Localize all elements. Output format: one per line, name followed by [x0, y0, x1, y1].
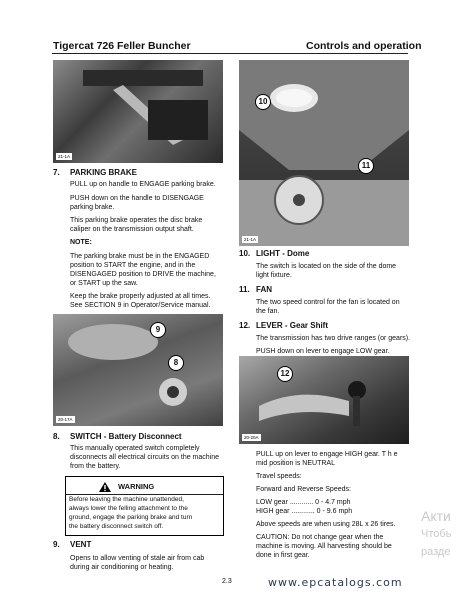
photo-battery-switch — [53, 314, 223, 426]
photo-tag: 21-1A — [244, 237, 257, 242]
text-line: Keep the brake properly adjusted at all times. — [70, 293, 211, 300]
text-line: PULL up on lever to engage HIGH gear. T h e — [256, 451, 398, 458]
warning-text: ground, engage the parking brake and turn — [69, 514, 193, 521]
callout-12: 12 — [277, 366, 293, 382]
text-line: Forward and Reverse Speeds: — [256, 486, 351, 493]
warning-text: always lower the felling attachment to the — [69, 505, 188, 512]
photo-tag: 21-1A — [58, 154, 71, 159]
section-title: Controls and operation — [306, 40, 422, 52]
text-line: PUSH down on lever to engage LOW gear. — [256, 348, 390, 355]
text-line: Opens to allow venting of stale air from cab — [70, 555, 205, 562]
warning-box — [65, 476, 224, 536]
warning-title: WARNING — [118, 482, 155, 491]
header-rule — [52, 53, 408, 54]
photo-dome-light-fan — [239, 60, 409, 246]
site-watermark: www.epcatalogs.com — [268, 576, 403, 589]
text-line: mid position is NEUTRAL — [256, 460, 335, 467]
text-line: parking brake. — [70, 204, 115, 211]
item-number: 7. — [53, 168, 60, 177]
item-number: 10. — [239, 249, 251, 258]
item-title-battery-disconnect: SWITCH - Battery Disconnect — [70, 432, 182, 441]
warning-text: the battery disconnect switch off. — [69, 523, 164, 530]
text-line: or START up the saw. — [70, 280, 138, 287]
text-line: during air conditioning or heating. — [70, 564, 174, 571]
callout-10: 10 — [255, 94, 271, 110]
text-line: The transmission has two drive ranges (or gears). — [256, 335, 411, 342]
battery-switch-illustration — [53, 314, 223, 426]
item-title-gear-shift: LEVER - Gear Shift — [256, 321, 329, 330]
item-number: 9. — [53, 540, 60, 549]
callout-8: 8 — [168, 355, 184, 371]
overlay-text: Чтобь — [421, 528, 452, 540]
text-line: The parking brake must be in the ENGAGED — [70, 253, 210, 260]
parking-brake-illustration — [53, 60, 223, 163]
caution-text: done in first gear. — [256, 552, 310, 559]
speed-high: HIGH gear ............ 0 - 9.6 mph — [256, 508, 353, 515]
dome-light-fan-illustration — [239, 60, 409, 246]
overlay-text: разде — [421, 546, 451, 558]
text-line: position to START the engine, and in the — [70, 262, 196, 269]
text-line: The two speed control for the fan is located on — [256, 299, 400, 306]
text-line: caliper on the transmission output shaft. — [70, 226, 194, 233]
text-line: the fan. — [256, 308, 280, 315]
warning-divider — [66, 494, 223, 495]
overlay-text: Акти — [421, 508, 451, 524]
photo-parking-brake — [53, 60, 223, 163]
item-title-fan: FAN — [256, 285, 272, 294]
page-number: 2.3 — [222, 578, 232, 585]
gear-shift-illustration — [239, 356, 409, 444]
note-heading: NOTE: — [70, 239, 92, 246]
text-line: This manually operated switch completely — [70, 445, 200, 452]
callout-11: 11 — [358, 158, 374, 174]
text-line: Travel speeds: — [256, 473, 302, 480]
text-line: Above speeds are when using 28L x 26 tires. — [256, 521, 396, 528]
callout-9: 9 — [150, 322, 166, 338]
text-line: See SECTION 9 in Operator/Service manual. — [70, 302, 211, 309]
text-line: DISENGAGED position to DRIVE the machine, — [70, 271, 216, 278]
photo-tag: 20-17A — [58, 417, 73, 422]
photo-tag: 20-20A — [244, 435, 259, 440]
item-number: 8. — [53, 432, 60, 441]
caution-text: machine is moving. All harvesting should be — [256, 543, 392, 550]
warning-text: Before leaving the machine unattended, — [69, 496, 184, 503]
item-title-vent: VENT — [70, 540, 92, 549]
text-line: The switch is located on the side of the dome — [256, 263, 397, 270]
text-line: from the battery. — [70, 463, 121, 470]
item-number: 12. — [239, 321, 251, 330]
caution-text: CAUTION: Do not change gear when the — [256, 534, 384, 541]
photo-gear-shift — [239, 356, 409, 444]
speed-low: LOW gear ............ 0 - 4.7 mph — [256, 499, 351, 506]
item-number: 11. — [239, 285, 250, 294]
text-line: This parking brake operates the disc brake — [70, 217, 203, 224]
item-title-parking-brake: PARKING BRAKE — [70, 168, 137, 177]
warning-triangle-icon — [98, 481, 112, 493]
document-title: Tigercat 726 Feller Buncher — [53, 40, 191, 52]
text-line: disconnects all electrical circuits on the machine — [70, 454, 220, 461]
text-line: PULL up on handle to ENGAGE parking brake. — [70, 181, 216, 188]
item-title-dome-light: LIGHT - Dome — [256, 249, 310, 258]
text-line: PUSH down on the handle to DISENGAGE — [70, 195, 204, 202]
text-line: light fixture. — [256, 272, 292, 279]
